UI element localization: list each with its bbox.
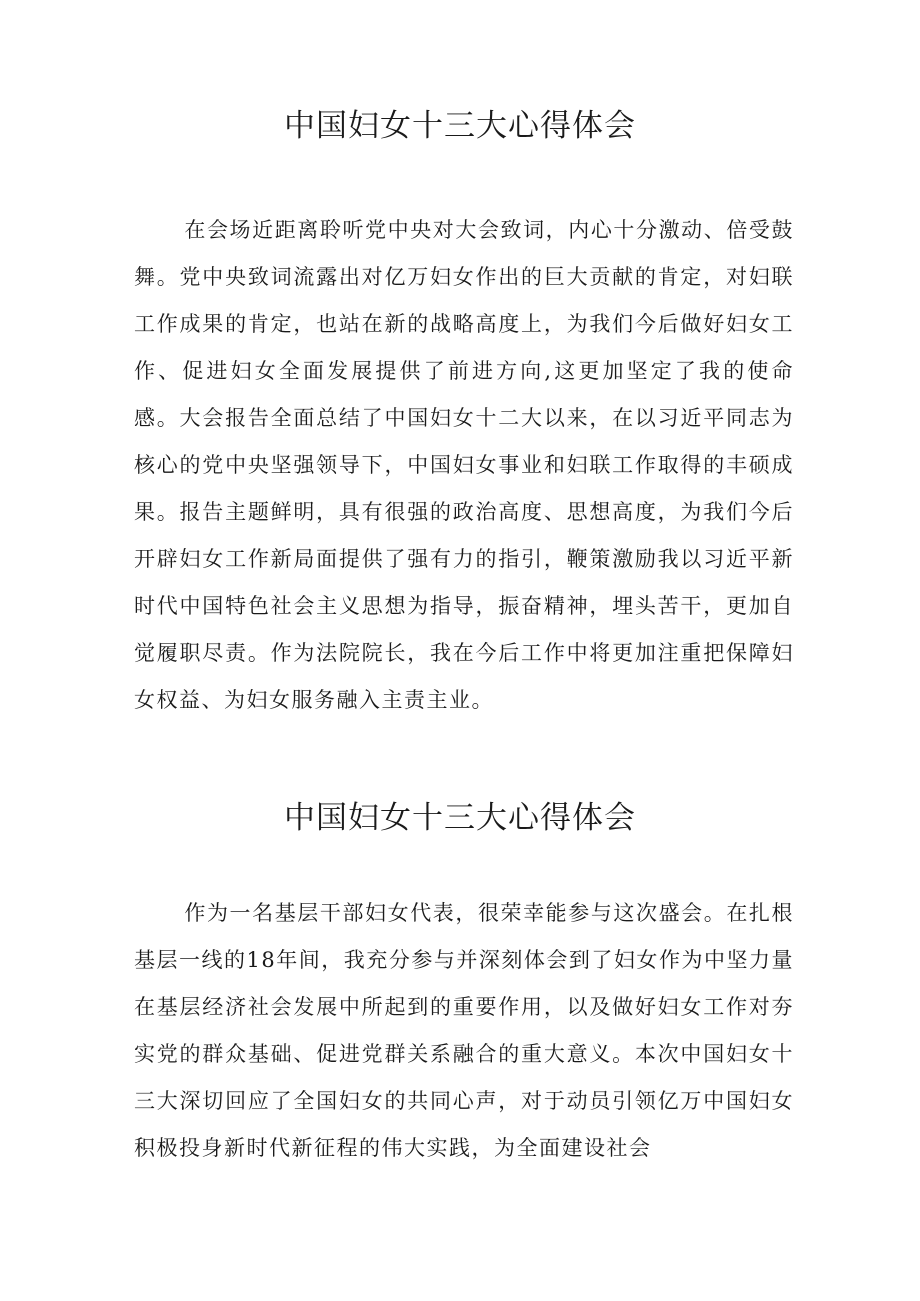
section-title-2: 中国妇女十三大心得体会 xyxy=(284,800,636,836)
section-body-1: 在会场近距离聆听党中央对大会致词，内心十分激动、倍受鼓舞。党中央致词流露出对亿万妇女作出的巨大贡献的肯定，对妇联工作成果的肯定，也站在新的战略高度上，为我们今后做好妇女工作、促进妇女全面发展提供了前进方向,这更加坚定了我的使命感。大会报告全面总结了中国妇女十二大以来，在以习近平同志为核心的党中央坚强领导下，中国妇女事业和妇联工作取得的丰硕成果。报告主题鲜明，具有很强的政治高度、思想高度，为我们今后开辟妇女工作新局面提供了强有力的指引，鞭策激励我以习近平新时代中国特色社会主义思想为指导，振奋精神，埋头苦干，更加自觉履职尽责。作为法院院长，我在今后工作中将更加注重把保障妇女权益、为妇女服务融入主责主业。 xyxy=(134,218,794,712)
section-title-1: 中国妇女十三大心得体会 xyxy=(284,108,636,144)
section-body-2: 作为一名基层干部妇女代表，很荣幸能参与这次盛会。在扎根基层一线的18年间，我充分参与并深刻体会到了妇女作为中坚力量在基层经济社会发展中所起到的重要作用，以及做好妇女工作对夯实党的群众基础、促进党群关系融合的重大意义。本次中国妇女十三大深切回应了全国妇女的共同心声，对于动员引领亿万中国妇女积极投身新时代新征程的伟大实践，为全面建设社会 xyxy=(134,901,794,1160)
